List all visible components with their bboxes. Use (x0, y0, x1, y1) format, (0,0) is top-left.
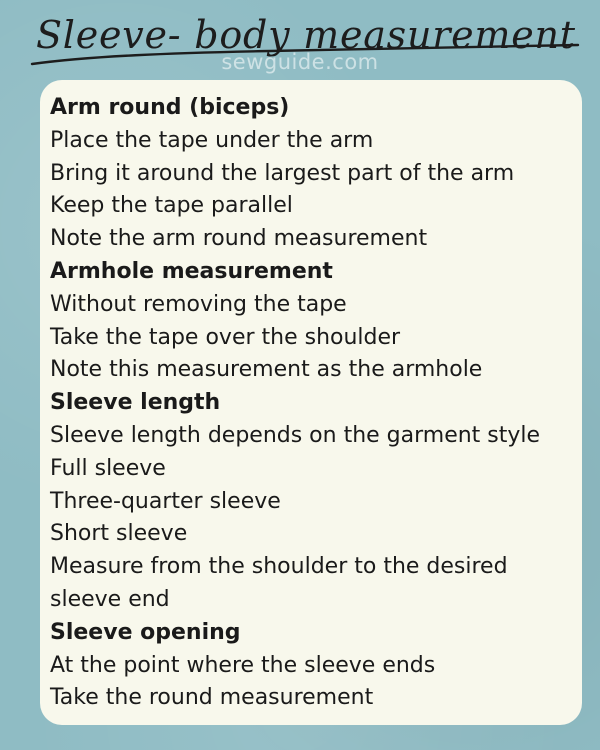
section-heading: Armhole measurement (50, 258, 333, 284)
section-heading: Arm round (biceps) (50, 95, 290, 120)
instruction-line: Short sleeve (50, 521, 188, 547)
instruction-line: Bring it around the largest part of the arm (50, 160, 515, 186)
instruction-line: At the point where the sleeve ends (50, 652, 436, 678)
instruction-line: Sleeve length depends on the garment style (50, 422, 541, 448)
instruction-line: Without removing the tape (50, 291, 347, 317)
instruction-line: Place the tape under the arm (50, 127, 374, 153)
instruction-line: Note the arm round measurement (50, 226, 428, 252)
instruction-card (40, 80, 582, 725)
instruction-line: Note this measurement as the armhole (50, 357, 483, 383)
instruction-line: Measure from the shoulder to the desired (50, 554, 508, 580)
instruction-line: Keep the tape parallel (50, 193, 293, 219)
instruction-line: Full sleeve (50, 455, 166, 481)
instruction-line: Take the round measurement (50, 685, 374, 711)
instruction-line: Take the tape over the shoulder (50, 324, 401, 350)
instruction-line: Three-quarter sleeve (50, 488, 281, 514)
watermark: sewguide.com (221, 50, 379, 74)
page-title: Sleeve- body measurement (36, 13, 576, 57)
section-heading: Sleeve length (50, 390, 221, 416)
instruction-line: sleeve end (50, 586, 170, 612)
section-heading: Sleeve opening (50, 619, 241, 645)
